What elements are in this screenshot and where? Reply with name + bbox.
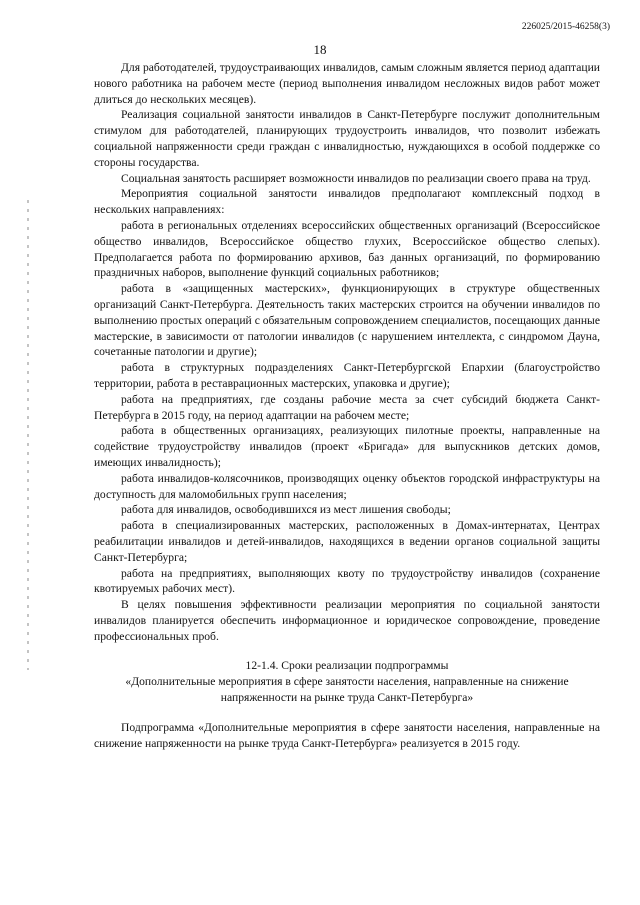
paragraph: Реализация социальной занятости инвалидов в Санкт-Петербурге послужит дополнительным стимулом для работодателей, планирующих трудоустроить инвалидов, что позволит избежать социальной напряженности среди граждан с инвалидностью, нуждающихся в особой поддержке со стороны государства.	[94, 108, 600, 169]
paragraph: В целях повышения эффективности реализации мероприятия по социальной занятости инвалидов планируется обеспечить информационное и юридическое сопровождение, проведение профессиональных проб.	[94, 598, 600, 643]
list-item: работа в специализированных мастерских, расположенных в Домах-интернатах, Центрах реабилитации инвалидов и детей-инвалидов, находящихся в ведении органов социальной защиты Санкт-Петербурга;	[94, 519, 600, 564]
final-paragraph: Подпрограмма «Дополнительные мероприятия в сфере занятости населения, направленные на снижение напряженности на рынке труда Санкт-Петербурга» реализуется в 2015 году.	[94, 720, 600, 750]
list-item: работа в структурных подразделениях Санкт-Петербургской Епархии (благоустройство территории, работа в реставрационных мастерских, упаковка и другие);	[94, 361, 600, 390]
program-title: «Дополнительные мероприятия в сфере занятости населения, направленные на снижение напряженности на рынке труда Санкт-Петербурга»	[125, 675, 569, 705]
list-item: работа в общественных организациях, реализующих пилотные проекты, направленные на содействие трудоустройству инвалидов (проект «Бригада» для выпускников детских домов, имеющих инвалидность);	[94, 424, 600, 469]
paragraph: Мероприятия социальной занятости инвалидов предполагают комплексный подход в нескольких направлениях:	[94, 187, 600, 217]
list-item: работа на предприятиях, выполняющих квоту по трудоустройству инвалидов (сохранение квотируемых рабочих мест).	[94, 566, 600, 596]
document-body	[94, 60, 600, 751]
document-code: 226025/2015-46258(3)	[521, 22, 610, 32]
page-number: 18	[313, 42, 327, 57]
scan-margin-mark	[27, 200, 29, 670]
paragraph: Социальная занятость расширяет возможности инвалидов по реализации своего права на труд.	[121, 171, 591, 185]
section-title: 12-1.4. Сроки реализации подпрограммы	[245, 659, 449, 673]
paragraph: Для работодателей, трудоустраивающих инвалидов, самым сложным является период адаптации нового работника на рабочем месте (период выполнения инвалидом несложных видов работ может длиться до нескольких месяцев).	[94, 61, 600, 106]
list-item: работа на предприятиях, где созданы рабочие места за счет субсидий бюджета Санкт-Петербурга в 2015 году, на период адаптации на рабочем месте;	[94, 392, 600, 422]
list-item: работа в региональных отделениях всероссийских общественных организаций (Всероссийское общество инвалидов, Всероссийское общество глухих, Всероссийское общество слепых). Предполагается работа по формированию архивов, баз данных организаций, по формированию праздничных наборов, выполнение функций социальных работников;	[94, 218, 600, 280]
list-item: работа в «защищенных мастерских», функционирующих в структуре общественных организаций Санкт-Петербурга. Деятельность таких мастерских строится на обучении инвалидов по выполнению простых операций с обязательным сопровождением специалистов, посещающих данные мастерские, в зависимости от патологии инвалидов (с нарушением интеллекта, с синдромом Дауна, сочетанные патологии и другие);	[94, 282, 600, 359]
list-item: работа инвалидов-колясочников, производящих оценку объектов городской инфраструктуры на доступность для маломобильных групп населения;	[94, 471, 600, 501]
list-item: работа для инвалидов, освободившихся из мест лишения свободы;	[121, 503, 451, 517]
